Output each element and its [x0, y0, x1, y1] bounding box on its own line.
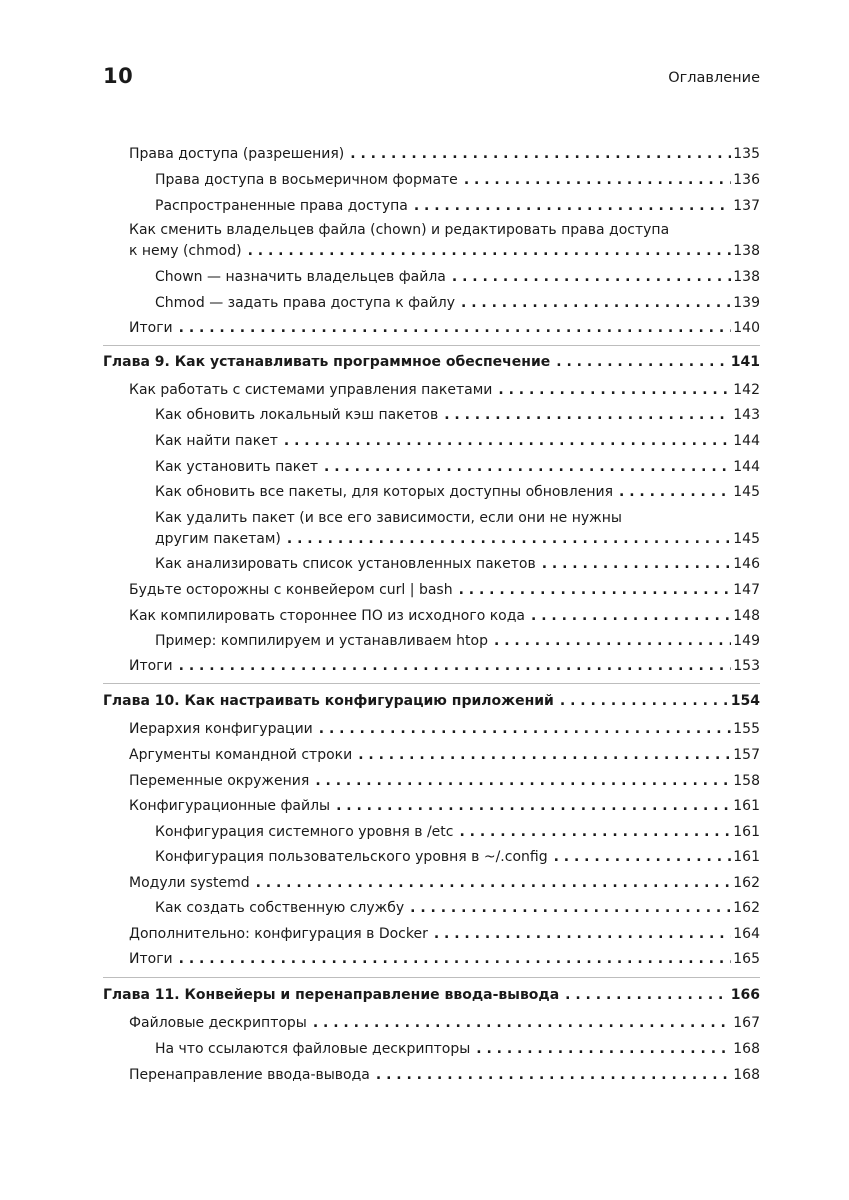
- toc-page-number: 161: [733, 798, 760, 814]
- dot-leader: [179, 318, 732, 338]
- toc-page-number: 165: [733, 951, 760, 967]
- toc-entry-title: На что ссылаются файловые дескрипторы: [155, 1041, 471, 1057]
- toc-entry[interactable]: [129, 606, 760, 626]
- dot-leader: [410, 898, 731, 918]
- dot-leader: [444, 405, 731, 425]
- toc-chapter-title: Глава 11. Конвейеры и перенаправление ввода-вывода: [103, 987, 560, 1003]
- toc-page-number: 168: [733, 1041, 760, 1057]
- toc-entry[interactable]: [155, 293, 760, 313]
- toc-page-number: 136: [733, 172, 760, 188]
- toc-page-number: 135: [733, 146, 760, 162]
- toc-entry-title: другим пакетам): [155, 531, 281, 547]
- toc-entry[interactable]: [129, 949, 760, 969]
- toc-entry[interactable]: [129, 924, 760, 944]
- toc-page-number: 162: [733, 900, 760, 916]
- toc-entry-title: Как анализировать список установленных пакетов: [155, 556, 536, 572]
- toc-page-number: 141: [730, 354, 760, 370]
- toc-chapter-title: Глава 9. Как устанавливать программное обеспечение: [103, 354, 551, 370]
- dot-leader: [498, 380, 731, 400]
- toc-entry[interactable]: [129, 745, 760, 765]
- toc-page-number: 168: [733, 1067, 760, 1083]
- toc-entry-title: Как работать с системами управления пакетами: [129, 382, 493, 398]
- toc-entry[interactable]: [155, 822, 760, 842]
- toc-entry-title: Права доступа в восьмеричном формате: [155, 172, 458, 188]
- dot-leader: [287, 529, 731, 549]
- toc-page-number: 164: [733, 926, 760, 942]
- toc-chapter-entry[interactable]: [103, 985, 760, 1005]
- toc-page-number: 154: [730, 693, 760, 709]
- toc-entry[interactable]: [155, 482, 760, 502]
- toc-page-number: 138: [733, 269, 760, 285]
- toc-entry-title: Как найти пакет: [155, 433, 278, 449]
- toc-page-number: 144: [733, 433, 760, 449]
- toc-page-number: 149: [733, 633, 760, 649]
- chapter-divider: [103, 683, 760, 684]
- toc-entry[interactable]: [129, 771, 760, 791]
- dot-leader: [556, 352, 729, 372]
- toc-entry-title: Как компилировать стороннее ПО из исходного кода: [129, 608, 525, 624]
- toc-entry[interactable]: [155, 170, 760, 190]
- toc-entry[interactable]: [155, 847, 760, 867]
- toc-page-number: 138: [733, 243, 760, 259]
- toc-page-number: 145: [733, 531, 760, 547]
- toc-entry-title: Итоги: [129, 951, 173, 967]
- dot-leader: [494, 631, 731, 651]
- toc-entry-title: Иерархия конфигурации: [129, 721, 313, 737]
- dot-leader: [319, 719, 731, 739]
- toc-page-number: 157: [733, 747, 760, 763]
- dot-leader: [476, 1039, 731, 1059]
- toc-page-number: 155: [733, 721, 760, 737]
- chapter-divider: [103, 345, 760, 346]
- toc-page-number: 153: [733, 658, 760, 674]
- dot-leader: [414, 196, 731, 216]
- dot-leader: [376, 1065, 731, 1085]
- toc-page-number: 143: [733, 407, 760, 423]
- toc-entry-title: Пример: компилируем и устанавливаем htop: [155, 633, 488, 649]
- toc-page-number: 166: [730, 987, 760, 1003]
- toc-entry-title: Переменные окружения: [129, 773, 310, 789]
- toc-entry-title: Файловые дескрипторы: [129, 1015, 307, 1031]
- toc-entry[interactable]: [129, 719, 760, 739]
- toc-page-number: 161: [733, 824, 760, 840]
- toc-entry[interactable]: [129, 380, 760, 400]
- toc-entry-title-line1[interactable]: Как удалить пакет (и все его зависимости, если они не нужны: [155, 510, 622, 526]
- dot-leader: [452, 267, 731, 287]
- toc-entry-title: Конфигурация системного уровня в /etc: [155, 824, 454, 840]
- toc-entry-title: Конфигурационные файлы: [129, 798, 331, 814]
- toc-entry[interactable]: [129, 796, 760, 816]
- toc-entry-title: Распространенные права доступа: [155, 198, 408, 214]
- page-number: 10: [103, 64, 134, 88]
- dot-leader: [619, 482, 731, 502]
- dot-leader: [350, 144, 731, 164]
- toc-entry-title: Как установить пакет: [155, 459, 319, 475]
- dot-leader: [284, 431, 731, 451]
- toc-entry-title: Как обновить все пакеты, для которых доступны обновления: [155, 484, 613, 500]
- toc-chapter-entry[interactable]: [103, 352, 760, 372]
- toc-page-number: 167: [733, 1015, 760, 1031]
- dot-leader: [248, 241, 732, 261]
- toc-entry-title: Аргументы командной строки: [129, 747, 353, 763]
- toc-entry[interactable]: [155, 405, 760, 425]
- toc-entry-title: Модули systemd: [129, 875, 250, 891]
- toc-entry-title: Дополнительно: конфигурация в Docker: [129, 926, 428, 942]
- toc-page-number: 148: [733, 608, 760, 624]
- dot-leader: [434, 924, 731, 944]
- toc-page-number: 142: [733, 382, 760, 398]
- toc-page-number: 139: [733, 295, 760, 311]
- toc-entry-title: Chmod — задать права доступа к файлу: [155, 295, 456, 311]
- toc-entry-title: Итоги: [129, 320, 173, 336]
- toc-page-number: 158: [733, 773, 760, 789]
- toc-entry[interactable]: [155, 898, 760, 918]
- toc-page-number: 161: [733, 849, 760, 865]
- dot-leader: [324, 457, 731, 477]
- toc-entry[interactable]: [129, 318, 760, 338]
- toc-entry-title: Как обновить локальный кэш пакетов: [155, 407, 439, 423]
- toc-page-number: 144: [733, 459, 760, 475]
- toc-entry-title: Как создать собственную службу: [155, 900, 405, 916]
- toc-entry-title: Права доступа (разрешения): [129, 146, 345, 162]
- toc-entry[interactable]: [129, 241, 760, 261]
- dot-leader: [336, 796, 731, 816]
- toc-entry-title: Будьте осторожны с конвейером curl | bash: [129, 582, 453, 598]
- toc-entry[interactable]: [129, 144, 760, 164]
- dot-leader: [459, 580, 732, 600]
- toc-entry-title: Итоги: [129, 658, 173, 674]
- toc-page-number: 145: [733, 484, 760, 500]
- dot-leader: [179, 949, 732, 969]
- dot-leader: [313, 1013, 731, 1033]
- dot-leader: [542, 554, 732, 574]
- dot-leader: [565, 985, 729, 1005]
- toc-entry[interactable]: [129, 1013, 760, 1033]
- chapter-divider: [103, 977, 760, 978]
- dot-leader: [560, 691, 729, 711]
- toc-page-number: 140: [733, 320, 760, 336]
- toc-entry-title: к нему (chmod): [129, 243, 242, 259]
- toc-entry[interactable]: [155, 196, 760, 216]
- toc-entry-title: Конфигурация пользовательского уровня в ~/.config: [155, 849, 548, 865]
- dot-leader: [531, 606, 731, 626]
- toc-entry[interactable]: [155, 1039, 760, 1059]
- toc-chapter-title: Глава 10. Как настраивать конфигурацию приложений: [103, 693, 554, 709]
- toc-entry[interactable]: [155, 457, 760, 477]
- dot-leader: [464, 170, 731, 190]
- toc-entry-title-line1[interactable]: Как сменить владельцев файла (chown) и редактировать права доступа: [129, 222, 670, 238]
- dot-leader: [256, 873, 732, 893]
- dot-leader: [179, 656, 732, 676]
- running-header: Оглавление: [668, 70, 760, 86]
- toc-entry[interactable]: [129, 1065, 760, 1085]
- toc-entry[interactable]: [155, 267, 760, 287]
- toc-entry[interactable]: [155, 631, 760, 651]
- dot-leader: [461, 293, 731, 313]
- toc-page-number: 146: [733, 556, 760, 572]
- dot-leader: [554, 847, 732, 867]
- toc-entry[interactable]: [155, 529, 760, 549]
- toc-page-number: 137: [733, 198, 760, 214]
- toc-entry-title: Chown — назначить владельцев файла: [155, 269, 446, 285]
- toc-entry[interactable]: [129, 656, 760, 676]
- toc-entry-title: Перенаправление ввода-вывода: [129, 1067, 370, 1083]
- toc-page-number: 147: [733, 582, 760, 598]
- toc-page-number: 162: [733, 875, 760, 891]
- dot-leader: [358, 745, 731, 765]
- dot-leader: [459, 822, 731, 842]
- toc-entry[interactable]: [155, 431, 760, 451]
- toc-chapter-entry[interactable]: [103, 691, 760, 711]
- toc-entry[interactable]: [129, 580, 760, 600]
- toc-entry[interactable]: [155, 554, 760, 574]
- dot-leader: [315, 771, 731, 791]
- toc-entry[interactable]: [129, 873, 760, 893]
